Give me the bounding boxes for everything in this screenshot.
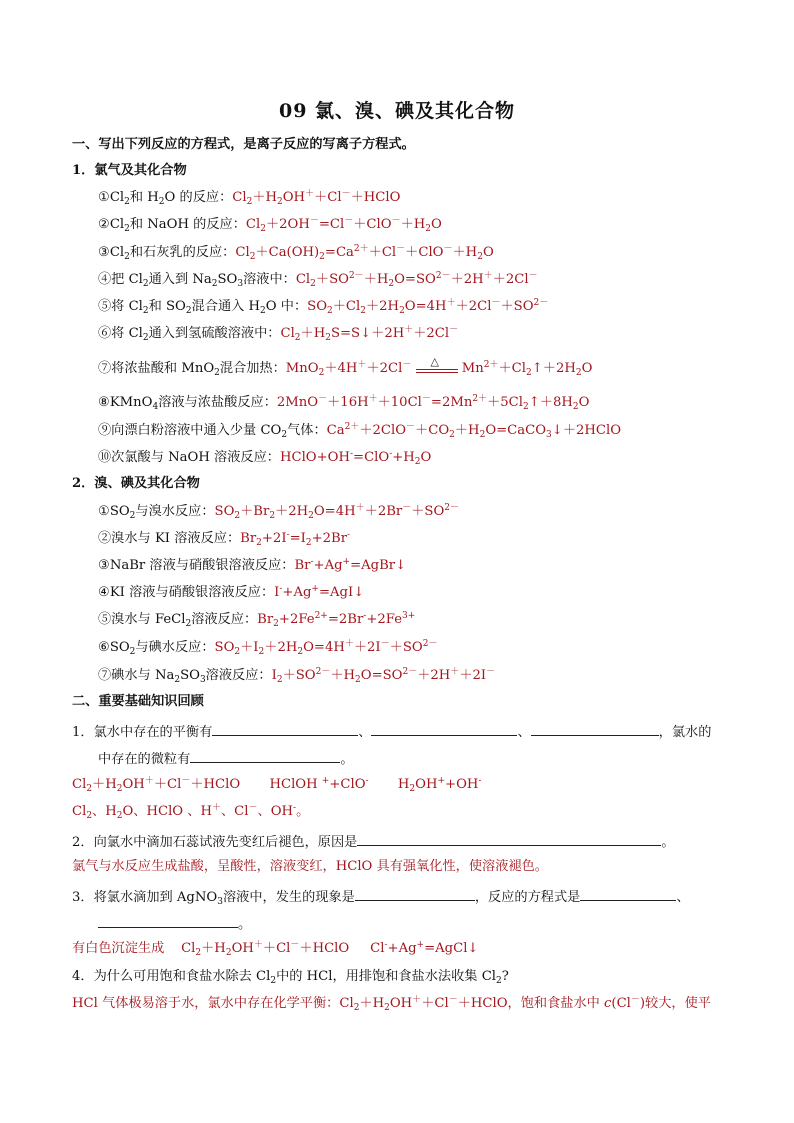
answer-blank[interactable] xyxy=(580,886,676,901)
item-7: ⑦将浓盐酸和 MnO$_2$混合加热：MnO$_2$＋4H＋＋2Cl－ △ $Mn^{2+}+Cl_2↑+2H_2O$ xyxy=(98,354,593,378)
subsection-chlorine: 1．氯气及其化合物 xyxy=(72,163,187,178)
answer-blank[interactable] xyxy=(98,913,238,928)
answer-2: 氯气与水反应生成盐酸，呈酸性，溶液变红，HClO 具有强氧化性，使溶液褪色。 xyxy=(72,859,548,874)
answer-4: HCl 气体极易溶于水，氯水中存在化学平衡：$Cl_2+H_2OH^++Cl^-+HClO$，饱和食盐水中 c(Cl－)较大，使平 xyxy=(72,995,711,1013)
question-1-cont: 中存在的微粒有 。 xyxy=(98,748,354,769)
item-b4: ④KI 溶液与硝酸银溶液反应：I-+Ag+=AgI↓ xyxy=(98,584,365,600)
item-4: ④把 $Cl_2$通入到 $Na_2SO_3$溶液中：$Cl_2+SO^{2-}+H_2O=SO^{2-}+2H^++2Cl^-$ xyxy=(98,271,538,289)
answer-blank[interactable] xyxy=(357,831,661,846)
item-5: ⑤将 $Cl_2$和 $SO_2$混合通入 $H_2O$ 中：$SO_2+Cl_2+2H_2O=4H^++2Cl^-+SO^{2-}$ xyxy=(98,298,549,316)
item-b6: $⑥SO_2$与碘水反应：$SO_2+I_2+2H_2O=4H^++2I^-+SO^{2-}$ xyxy=(98,639,438,657)
question-4: 4．为什么可用饱和食盐水除去 $Cl_2$中的 HCl，用排饱和食盐水法收集 $Cl_2$? xyxy=(72,969,509,986)
question-1: 1．氯水中存在的平衡有 、 、 ，氯水的 xyxy=(72,721,711,742)
answer-1b: $Cl_2$、$H_2O$、HClO 、H＋、Cl－、OH-。 xyxy=(72,803,310,821)
answer-3: 有白色沉淀生成 $Cl_2+H_2OH^++Cl^-+HClO$ Cl-+Ag+=AgCl↓ xyxy=(72,940,479,958)
heat-triangle-icon: △ xyxy=(430,354,440,368)
page-title: 09 氯、溴、碘及其化合物 xyxy=(278,100,516,122)
item-9: ⑨向漂白粉溶液中通入少量 $CO_2$气体：$Ca^{2+}+2ClO^-+CO_2+H_2O=CaCO_3↓+2HClO$ xyxy=(98,422,622,440)
heating-condition xyxy=(416,354,458,376)
question-3: 3．将氯水滴加到 AgNO$_3$溶液中，发生的现象是 ，反应的方程式是 、 xyxy=(72,886,690,907)
answer-blank[interactable] xyxy=(531,721,659,736)
item-b2: ②溴水与 KI 溶液反应：$Br_2+2I^-=I_2+2Br^-$ xyxy=(98,530,351,548)
subsection-bromine-iodine: 2．溴、碘及其化合物 xyxy=(72,476,200,491)
item-b5: ⑤溴水与 FeCl$_2$溶液反应：$Br_2+2Fe^{2+}=2Br^-+2Fe^{3+}$ xyxy=(98,611,416,629)
item-b1: $①SO_2$与溴水反应：$SO_2+Br_2+2H_2O=4H^++2Br^-+SO^{2-}$ xyxy=(98,503,460,521)
item-3: $③Cl_2$和石灰乳的反应：$Cl_2+Ca(OH)_2=Ca^{2+}+Cl^-+ClO^-+H_2O$ xyxy=(98,244,494,262)
item-1: $①Cl_2$和 $H_2O$ 的反应：$Cl_2+H_2OH^++Cl^-+HClO$ xyxy=(98,189,401,207)
answer-1a: $Cl_2+H_2OH^++Cl^-+HClO$ HClOH ++ClO- $H_2OH^++OH^-$ xyxy=(72,776,482,794)
item-b7: ⑦碘水与 $Na_2SO_3$溶液反应：$I_2+SO^{2-}+H_2O=SO^{2-}+2H^++2I^-$ xyxy=(98,667,496,685)
question-3-cont: 。 xyxy=(98,913,251,934)
item-2: $②Cl_2$和 NaOH 的反应：$Cl_2+2OH^-=Cl^-+ClO^-+H_2O$ xyxy=(98,216,442,234)
item-b3: ③NaBr 溶液与硝酸银溶液反应：Br-+Ag+=AgBr↓ xyxy=(98,557,407,573)
question-2: 2．向氯水中滴加石蕊试液先变红后褪色，原因是 。 xyxy=(72,831,675,852)
answer-blank[interactable] xyxy=(355,886,475,901)
answer-blank[interactable] xyxy=(371,721,517,736)
section-2-heading: 二、重要基础知识回顾 xyxy=(72,694,204,709)
item-10: ⑩次氯酸与 NaOH 溶液反应：$HClO+OH^-=ClO^-+H_2O$ xyxy=(98,449,432,467)
item-8: ⑧KMnO$_4$溶液与浓盐酸反应：$2MnO^-+16H^++10Cl^-=2Mn^{2+}+5Cl_2↑+8H_2O$ xyxy=(98,394,590,412)
answer-blank[interactable] xyxy=(212,721,358,736)
item-6: ⑥将 $Cl_2$通入到氢硫酸溶液中：$Cl_2+H_2S=S↓+2H^++2Cl^-$ xyxy=(98,325,459,343)
answer-blank[interactable] xyxy=(190,748,340,763)
section-1-heading: 一、写出下列反应的方程式，是离子反应的写离子方程式。 xyxy=(72,137,415,152)
